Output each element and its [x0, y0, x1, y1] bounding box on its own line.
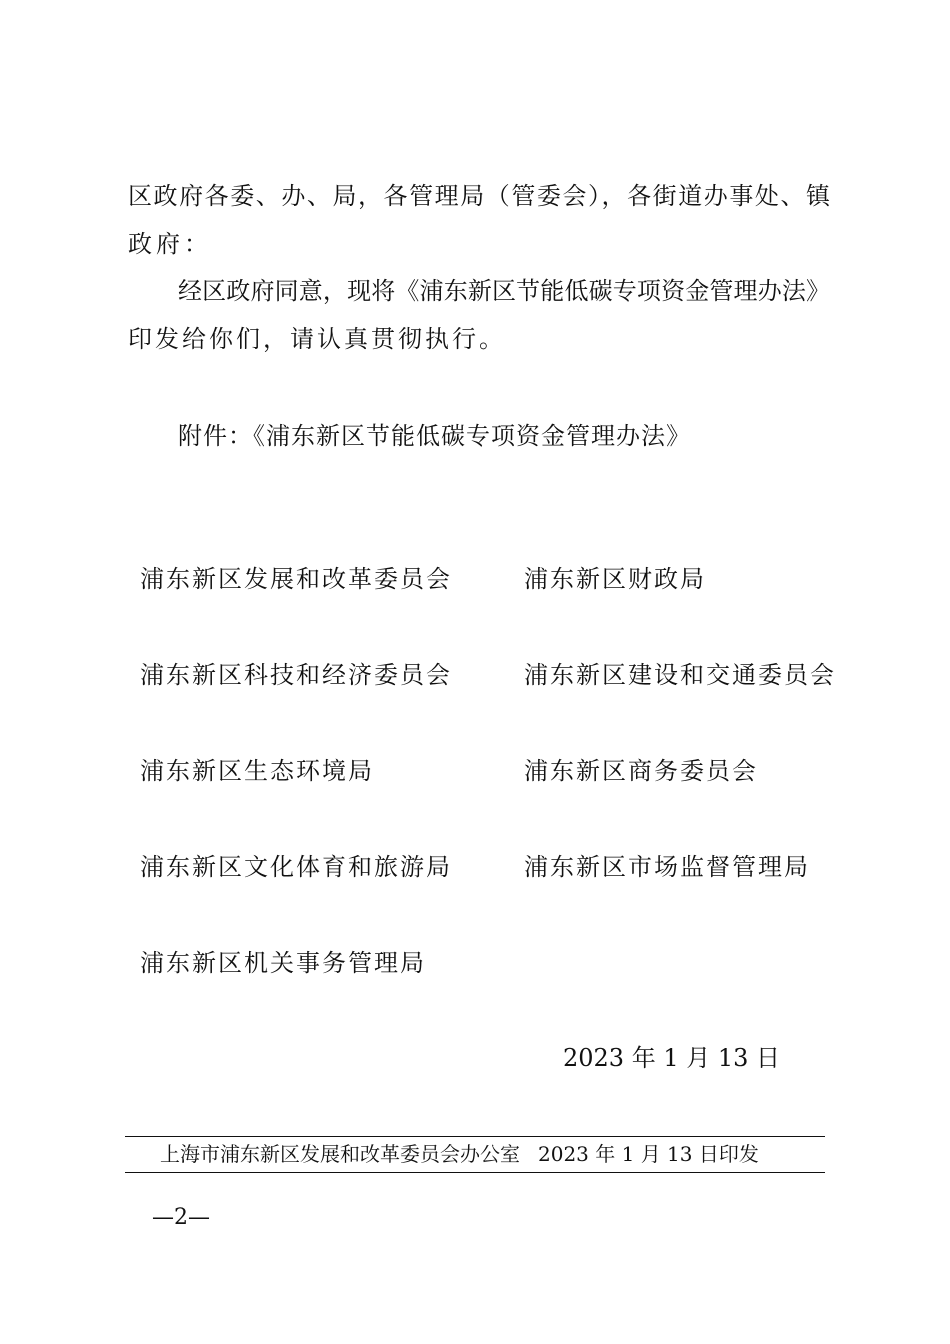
signatory-left-5: 浦东新区机关事务管理局 [140, 949, 426, 977]
signatory-right-1: 浦东新区财政局 [524, 565, 706, 593]
footer-top-rule [125, 1136, 825, 1137]
signatory-right-2: 浦东新区建设和交通委员会 [524, 661, 836, 689]
footer-issue-date: 2023 年 1 月 13 日印发 [538, 1142, 759, 1166]
signatory-left-1: 浦东新区发展和改革委员会 [140, 565, 452, 593]
footer-issuer: 上海市浦东新区发展和改革委员会办公室 [160, 1142, 520, 1166]
footer-bottom-rule [125, 1172, 825, 1173]
signatory-left-2: 浦东新区科技和经济委员会 [140, 661, 452, 689]
addressee-line-2: 政府： [128, 230, 212, 258]
attachment-line: 附件：《浦东新区节能低碳专项资金管理办法》 [178, 422, 691, 450]
body-line-2: 印发给你们，请认真贯彻执行。 [128, 325, 506, 353]
signatory-left-3: 浦东新区生态环境局 [140, 757, 374, 785]
signatory-left-4: 浦东新区文化体育和旅游局 [140, 853, 452, 881]
addressee-line-1: 区政府各委、办、局，各管理局（管委会），各街道办事处、镇 [128, 182, 830, 210]
footer-issuance-line [160, 1139, 759, 1169]
document-date: 2023 年 1 月 13 日 [563, 1044, 781, 1072]
page-number: —2— [152, 1205, 210, 1230]
signatory-right-4: 浦东新区市场监督管理局 [524, 853, 810, 881]
signatory-right-3: 浦东新区商务委员会 [524, 757, 758, 785]
body-line-1: 经区政府同意，现将《浦东新区节能低碳专项资金管理办法》 [178, 277, 830, 305]
